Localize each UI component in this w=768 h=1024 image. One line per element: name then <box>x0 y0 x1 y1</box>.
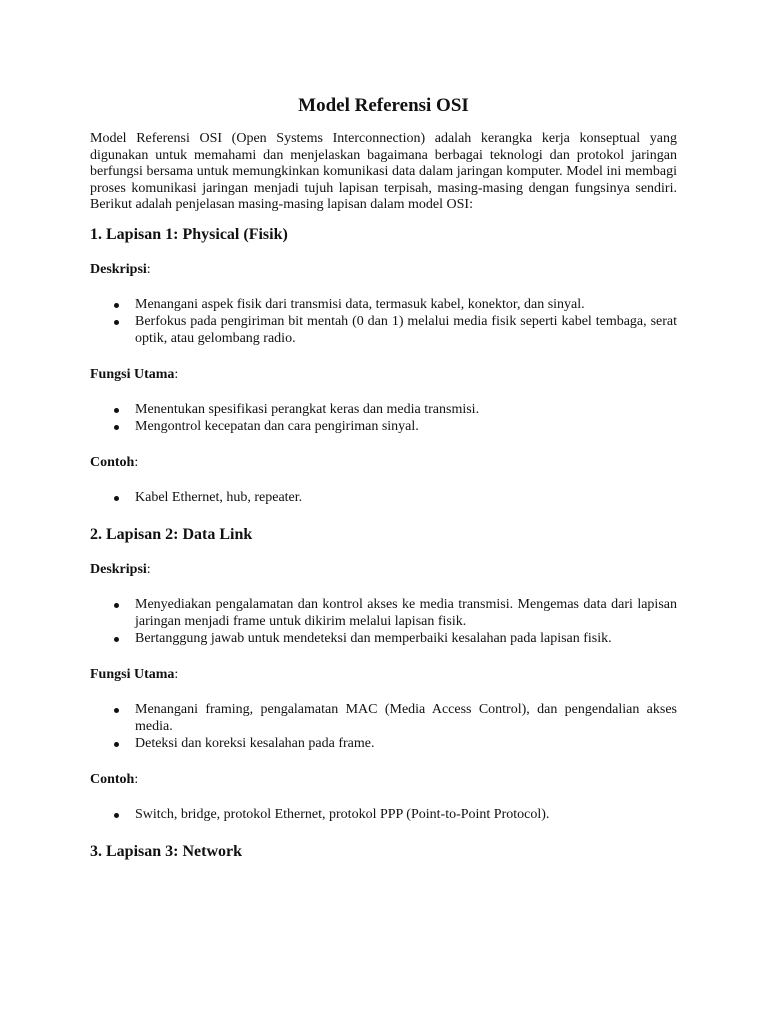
section-layer-1 <box>90 225 677 506</box>
fungsi-utama-list <box>90 401 677 435</box>
deskripsi-label: Deskripsi: <box>90 261 151 277</box>
section-heading: 2. Lapisan 2: Data Link <box>90 525 253 543</box>
contoh-label: Contoh: <box>90 454 139 470</box>
list-item: Menyediakan pengalamatan dan kontrol akses ke media transmisi. Mengemas data dari lapisan jaringan menjadi frame untuk dikirim melalui lapisan fisik. <box>90 596 677 630</box>
section-heading: 1. Lapisan 1: Physical (Fisik) <box>90 225 288 243</box>
bullet-icon <box>114 708 119 713</box>
intro-paragraph: Model Referensi OSI (Open Systems Interconnection) adalah kerangka kerja konseptual yang digunakan untuk memahami dan menjelaskan bagaimana berbagai teknologi dan protokol jaringan berfungsi bersama untuk memungkinkan komunikasi data dalam jaringan komputer. Model ini membagi proses komunikasi jaringan menjadi tujuh lapisan terpisah, masing-masing dengan fungsinya sendiri. Berikut adalah penjelasan masing-masing lapisan dalam model OSI: <box>90 131 677 213</box>
list-item: Menangani aspek fisik dari transmisi data, termasuk kabel, konektor, dan sinyal. <box>90 296 677 313</box>
contoh-list <box>90 806 677 823</box>
fungsi-utama-label: Fungsi Utama: <box>90 366 179 382</box>
bullet-icon <box>114 303 119 308</box>
fungsi-utama-list <box>90 701 677 752</box>
bullet-icon <box>114 320 119 325</box>
deskripsi-list <box>90 596 677 647</box>
fungsi-utama-label: Fungsi Utama: <box>90 666 179 682</box>
bullet-icon <box>114 496 119 501</box>
contoh-list <box>90 489 677 506</box>
section-layer-2 <box>90 525 677 823</box>
bullet-icon <box>114 637 119 642</box>
section-heading: 3. Lapisan 3: Network <box>90 842 243 860</box>
bullet-icon <box>114 408 119 413</box>
section-layer-3 <box>90 842 677 862</box>
list-item: Kabel Ethernet, hub, repeater. <box>90 489 677 506</box>
contoh-label: Contoh: <box>90 771 139 787</box>
list-item: Menentukan spesifikasi perangkat keras dan media transmisi. <box>90 401 677 418</box>
bullet-icon <box>114 813 119 818</box>
document-title: Model Referensi OSI <box>298 95 469 116</box>
list-item: Berfokus pada pengiriman bit mentah (0 dan 1) melalui media fisik seperti kabel tembaga, serat optik, atau gelombang radio. <box>90 313 677 347</box>
list-item: Menangani framing, pengalamatan MAC (Media Access Control), dan pengendalian akses media. <box>90 701 677 735</box>
list-item: Deteksi dan koreksi kesalahan pada frame. <box>90 735 677 752</box>
list-item: Bertanggung jawab untuk mendeteksi dan memperbaiki kesalahan pada lapisan fisik. <box>90 630 677 647</box>
list-item: Mengontrol kecepatan dan cara pengiriman sinyal. <box>90 418 677 435</box>
bullet-icon <box>114 742 119 747</box>
document-page <box>90 95 677 862</box>
list-item: Switch, bridge, protokol Ethernet, protokol PPP (Point-to-Point Protocol). <box>90 806 677 823</box>
bullet-icon <box>114 425 119 430</box>
deskripsi-list <box>90 296 677 347</box>
bullet-icon <box>114 603 119 608</box>
deskripsi-label: Deskripsi: <box>90 561 151 577</box>
